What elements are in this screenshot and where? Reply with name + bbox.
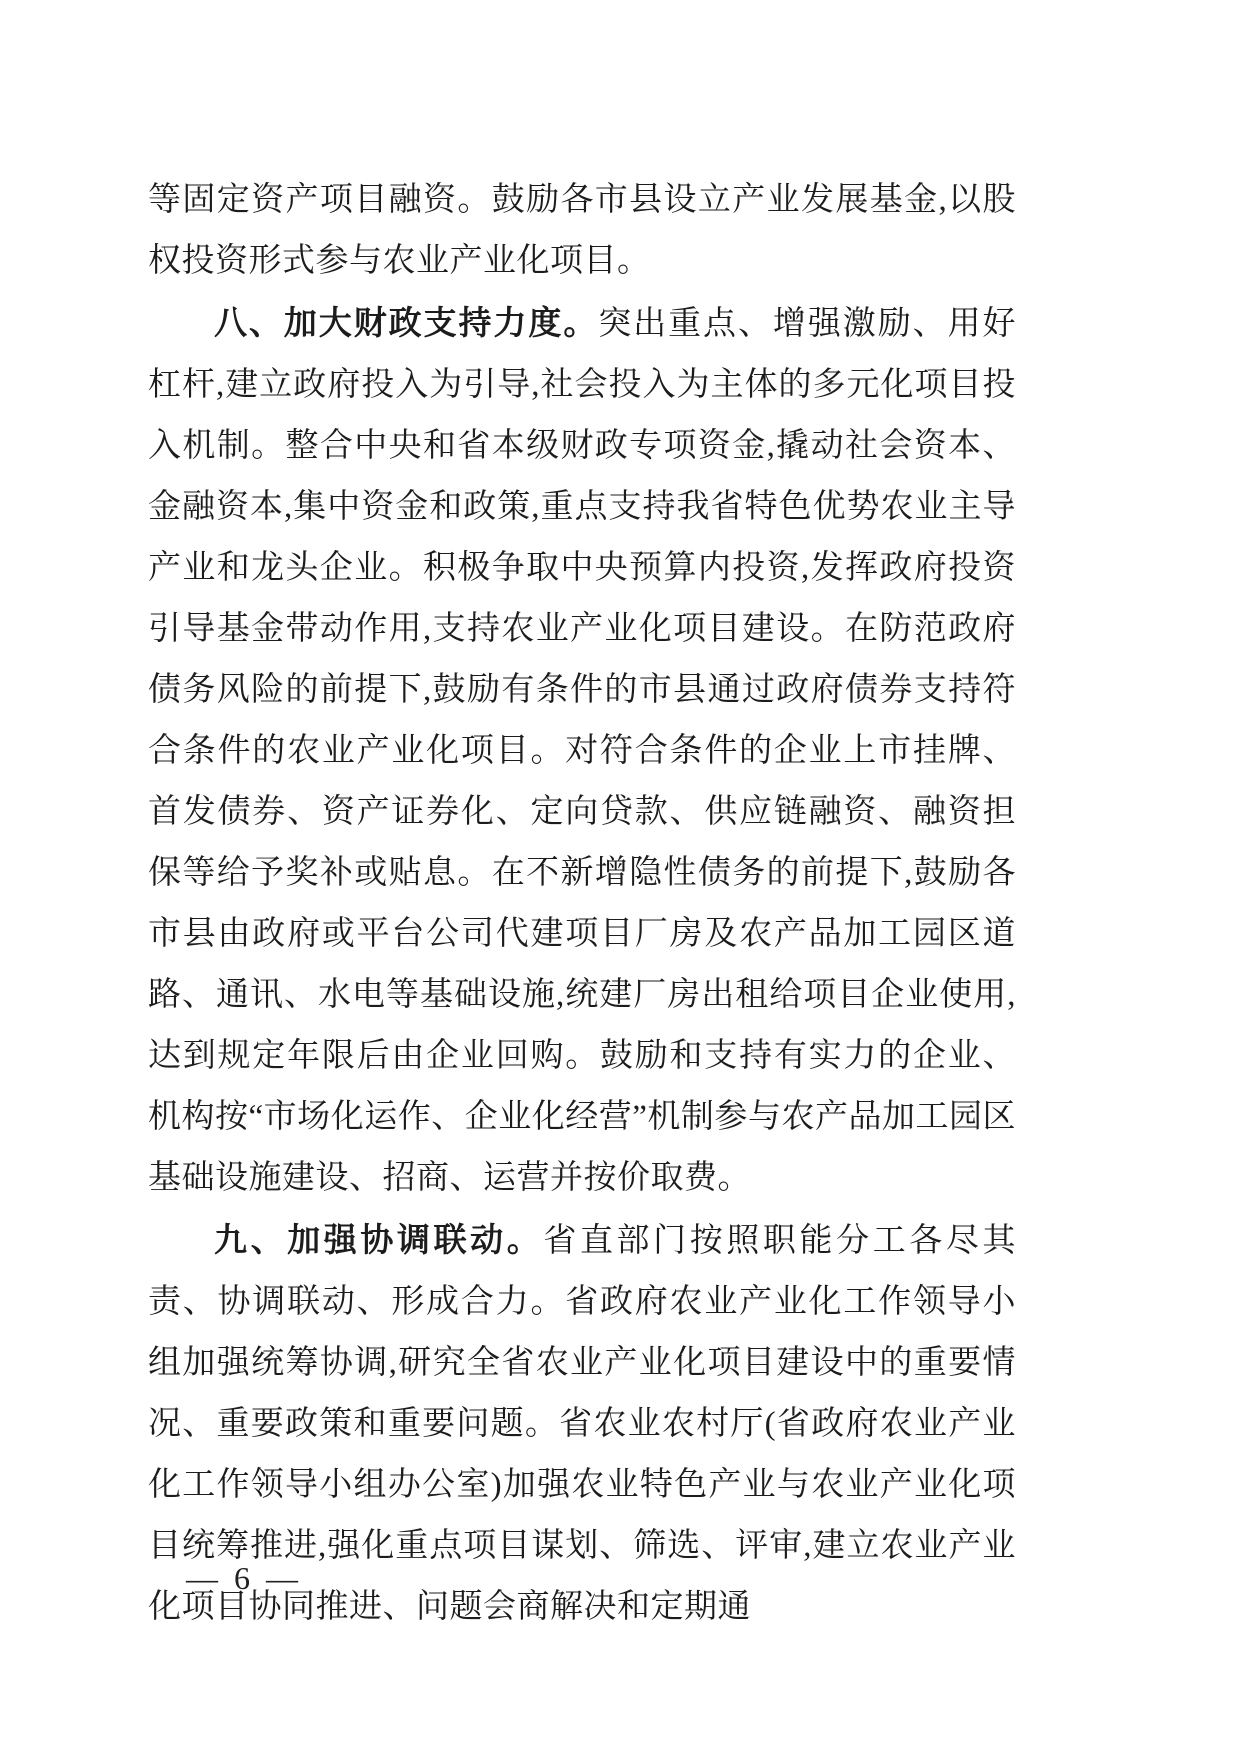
page-number: — 6 — [186,1560,302,1596]
section-8-heading: 八、加大财政支持力度。 [214,304,599,341]
document-body [148,170,1016,1638]
paragraph-text: 突出重点、增强激励、用好杠杆,建立政府投入为引导,社会投入为主体的多元化项目投入机制。整合中央和省本级财政专项资金,撬动社会资本、金融资本,集中资金和政策,重点支持我省特色优势农业主导产业和龙头企业。积极争取中央预算内投资,发挥政府投资引导基金带动作用,支持农业产业化项目建设。在防范政府债务风险的前提下,鼓励有条件的市县通过政府债券支持符合条件的农业产业化项目。对符合条件的企业上市挂牌、首发债券、资产证券化、定向贷款、供应链融资、融资担保等给予奖补或贴息。在不新增隐性债务的前提下,鼓励各市县由政府或平台公司代建项目厂房及农产品加工园区道路、通讯、水电等基础设施,统建厂房出租给项目企业使用,达到规定年限后由企业回购。鼓励和支持有实力的企业、机构按“市场化运作、企业化经营”机制参与农产品加工园区基础设施建设、招商、运营并按价取费。 [148,306,1017,1196]
paragraph-continuation [148,170,1016,292]
paragraph-text: 等固定资产项目融资。鼓励各市县设立产业发展基金,以股权投资形式参与农业产业化项目。 [148,182,1016,279]
page-footer [186,1558,302,1598]
paragraph-section-8 [148,292,1016,1209]
section-9-heading: 九、加强协调联动。 [214,1221,544,1258]
paragraph-text: 省直部门按照职能分工各尽其责、协调联动、形成合力。省政府农业产业化工作领导小组加强统筹协调,研究全省农业产业化项目建设中的重要情况、重要政策和重要问题。省农业农村厅(省政府农业产业化工作领导小组办公室)加强农业特色产业与农业产业化项目统筹推进,强化重点项目谋划、筛选、评审,建立农业产业化项目协同推进、问题会商解决和定期通 [148,1223,1017,1625]
